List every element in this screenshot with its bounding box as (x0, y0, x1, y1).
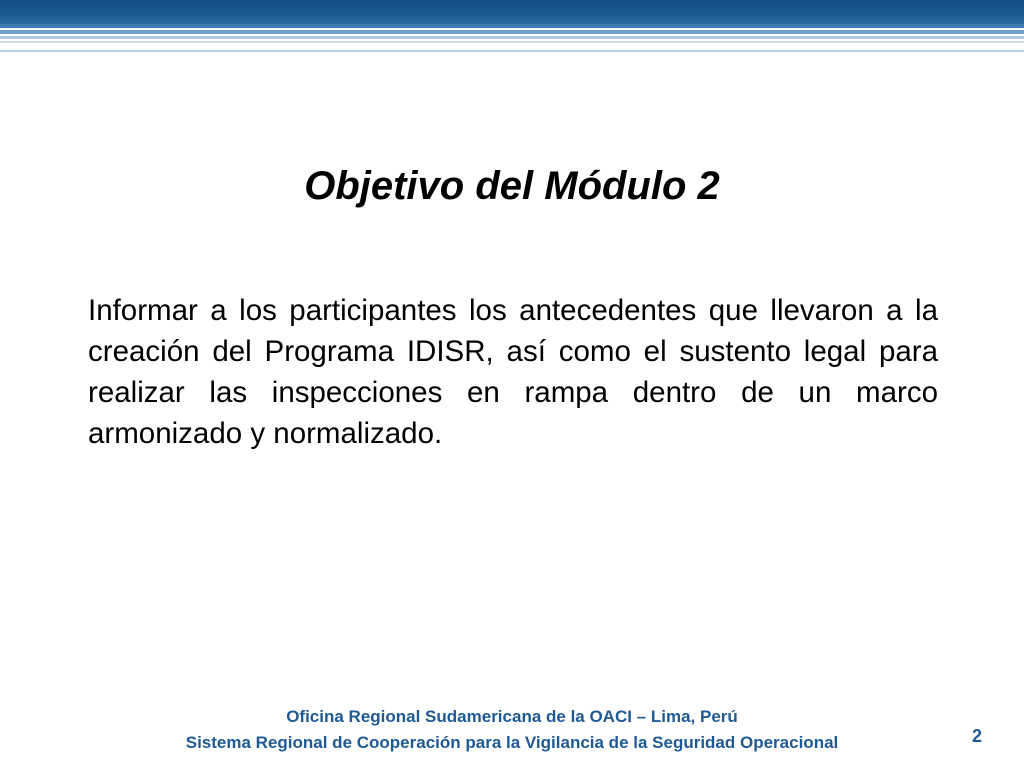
header-stripe (0, 41, 1024, 43)
header-divider (0, 50, 1024, 52)
footer (0, 704, 1024, 756)
slide-title: Objetivo del Módulo 2 (304, 164, 720, 208)
footer-organization: Oficina Regional Sudamericana de la OACI – Lima, Perú (286, 707, 738, 726)
footer-program: Sistema Regional de Cooperación para la Vigilancia de la Seguridad Operacional (185, 733, 839, 752)
page-number: 2 (971, 726, 982, 746)
slide-body-text: Informar a los participantes los antecedentes que llevaron a la creación del Programa IDISR, así como el sustento legal para realizar las inspecciones en rampa dentro de un marco armonizado y normalizado. (88, 294, 938, 450)
header-band (0, 0, 1024, 24)
